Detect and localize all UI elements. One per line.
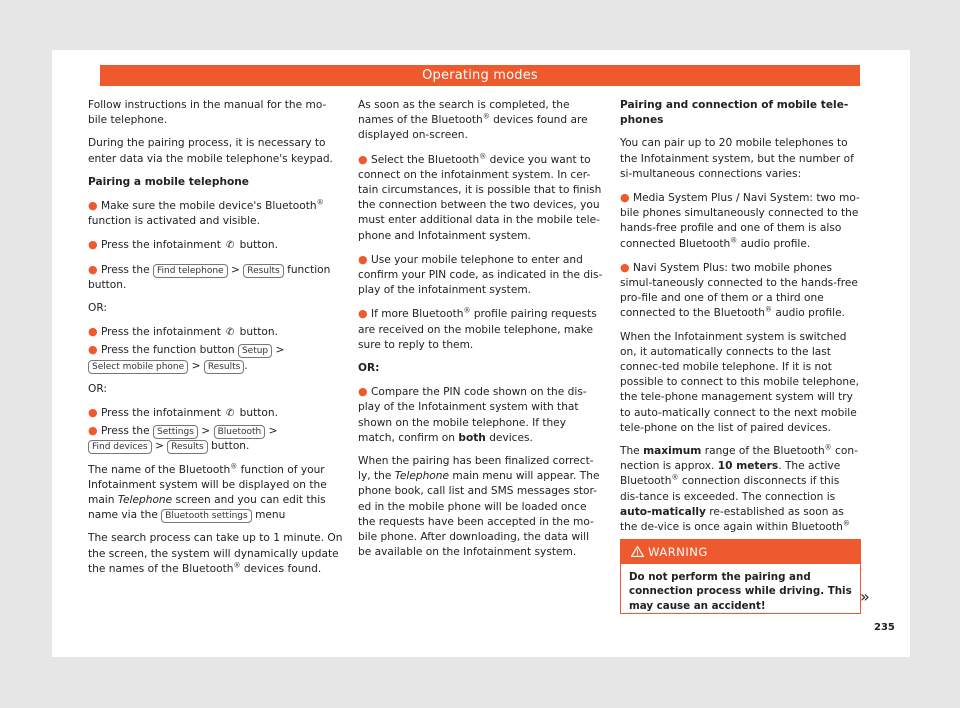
- results-key: Results: [167, 440, 208, 454]
- bullet-icon: ●: [88, 406, 98, 420]
- list-item: ● Press the function button Setup > Select mobile phone > Results .: [88, 343, 285, 372]
- paragraph: The name of the Bluetooth® function of your Infotainment system will be displayed on the main Telephone screen and you can edit this name via the Bluetooth settings menu: [88, 462, 327, 522]
- bullet-icon: ●: [88, 262, 98, 276]
- bullet-icon: ●: [620, 191, 630, 205]
- bullet-icon: ●: [88, 199, 98, 213]
- results-key: Results: [243, 264, 284, 278]
- list-item: ● Press the infotainment ✆ button.: [88, 237, 343, 253]
- bullet-icon: ●: [88, 424, 98, 438]
- list-item: ● Navi System Plus: two mobile phones simul-taneously connected to the hands-free pro-file and one of them or a third one connected to the Bluetooth® audio profile.: [620, 260, 858, 320]
- page-number: 235: [874, 622, 895, 633]
- list-item: ● Make sure the mobile device's Bluetooth® function is activated and visible.: [88, 198, 324, 228]
- bullet-icon: ●: [88, 238, 98, 252]
- paragraph: As soon as the search is completed, the names of the Bluetooth® devices found are displayed on-screen.: [358, 99, 588, 142]
- list-item: ● Press the infotainment ✆ button.: [88, 324, 343, 340]
- bullet-icon: ●: [358, 152, 368, 166]
- paragraph: Follow instructions in the manual for the mo-bile telephone.: [88, 99, 327, 127]
- list-item: ● Media System Plus / Navi System: two mo-bile phones simultaneously connected to the hands-free profile and one of them is also connected Bluetooth® audio profile.: [620, 191, 860, 250]
- paragraph: When the Infotainment system is switched on, it automatically connects to the last connec-ted mobile telephone. If it is not possible to connect to this mobile telephone, the tele-phone management system will try to auto-matically connect to the next mobile tele-phone on the list of paired devices.: [620, 330, 859, 434]
- bluetooth-key: Bluetooth: [214, 425, 266, 439]
- paragraph: The maximum range of the Bluetooth® con-nection is approx. 10 meters. The active Bluetooth® connection disconnects if this dis-tance is exceeded. The connection is auto-matically re-established as soon as the de-vice is once again within Bluetooth®: [620, 443, 858, 534]
- section-heading: Pairing a mobile telephone: [88, 175, 249, 188]
- warning-text: Do not perform the pairing and connection process while driving. This may cause an accident!: [629, 571, 852, 612]
- find-devices-key: Find devices: [88, 440, 152, 454]
- find-telephone-key: Find telephone: [153, 264, 228, 278]
- warning-triangle-icon: [631, 545, 648, 559]
- bluetooth-settings-key: Bluetooth settings: [161, 509, 251, 523]
- bullet-icon: ●: [358, 385, 368, 399]
- section-header: Operating modes: [100, 65, 860, 86]
- select-mobile-phone-key: Select mobile phone: [88, 360, 188, 374]
- list-item: ● If more Bluetooth® profile pairing requests are received on the mobile telephone, make sure to reply to them.: [358, 306, 597, 351]
- warning-title: WARNING: [648, 545, 708, 559]
- warning-box: [620, 539, 861, 614]
- phone-icon: ✆: [226, 408, 235, 420]
- list-item: ● Select the Bluetooth® device you want to connect on the infotainment system. In cer-tain circumstances, it is possible that to finish the connection between the two devices, you must enter additional data in the mobile tele-phone and Infotainment system.: [358, 152, 602, 242]
- paragraph: When the pairing has been finalized correct-ly, the Telephone main menu will appear. The phone book, call list and SMS messages stor-ed in the mobile phone will be loaded once the requests have been accepted in the mo-bile phone. After downloading, the data will be available on the Infotainment system.: [358, 455, 600, 559]
- paragraph: You can pair up to 20 mobile telephones to the Infotainment system, but the number of si-multaneous connections varies:: [620, 137, 854, 180]
- column-2: [358, 98, 604, 568]
- column-1: [88, 98, 343, 585]
- list-item: ● Press the Settings > Bluetooth > Find devices > Results button.: [88, 424, 278, 453]
- setup-key: Setup: [238, 344, 272, 358]
- phone-icon: ✆: [226, 240, 235, 252]
- column-3: [620, 98, 860, 558]
- list-item: ● Compare the PIN code shown on the dis-play of the Infotainment system with that shown on the mobile telephone. If they match, confirm on both devices.: [358, 385, 587, 444]
- paragraph: The search process can take up to 1 minute. On the screen, the system will dynamically update the names of the Bluetooth® devices found.: [88, 532, 343, 575]
- list-item: ● Use your mobile telephone to enter and confirm your PIN code, as indicated in the dis-play of the infotainment system.: [358, 252, 603, 297]
- or-label: OR:: [88, 302, 107, 315]
- section-heading: Pairing and connection of mobile tele-phones: [620, 99, 849, 127]
- list-item: ● Press the Find telephone > Results function button.: [88, 262, 331, 291]
- or-label: OR:: [88, 382, 107, 395]
- bullet-icon: ●: [358, 307, 368, 321]
- bullet-icon: ●: [88, 325, 98, 339]
- bullet-icon: ●: [88, 343, 98, 357]
- bullet-icon: ●: [358, 252, 368, 266]
- or-label: OR:: [358, 362, 380, 375]
- list-item: ● Press the infotainment ✆ button.: [88, 405, 343, 421]
- continue-arrow-icon: »: [860, 587, 870, 606]
- bullet-icon: ●: [620, 260, 630, 274]
- warning-header: [621, 540, 860, 564]
- phone-icon: ✆: [226, 327, 235, 339]
- results-key: Results: [204, 360, 245, 374]
- paragraph: During the pairing process, it is necessary to enter data via the mobile telephone's keypad.: [88, 137, 333, 165]
- settings-key: Settings: [153, 425, 198, 439]
